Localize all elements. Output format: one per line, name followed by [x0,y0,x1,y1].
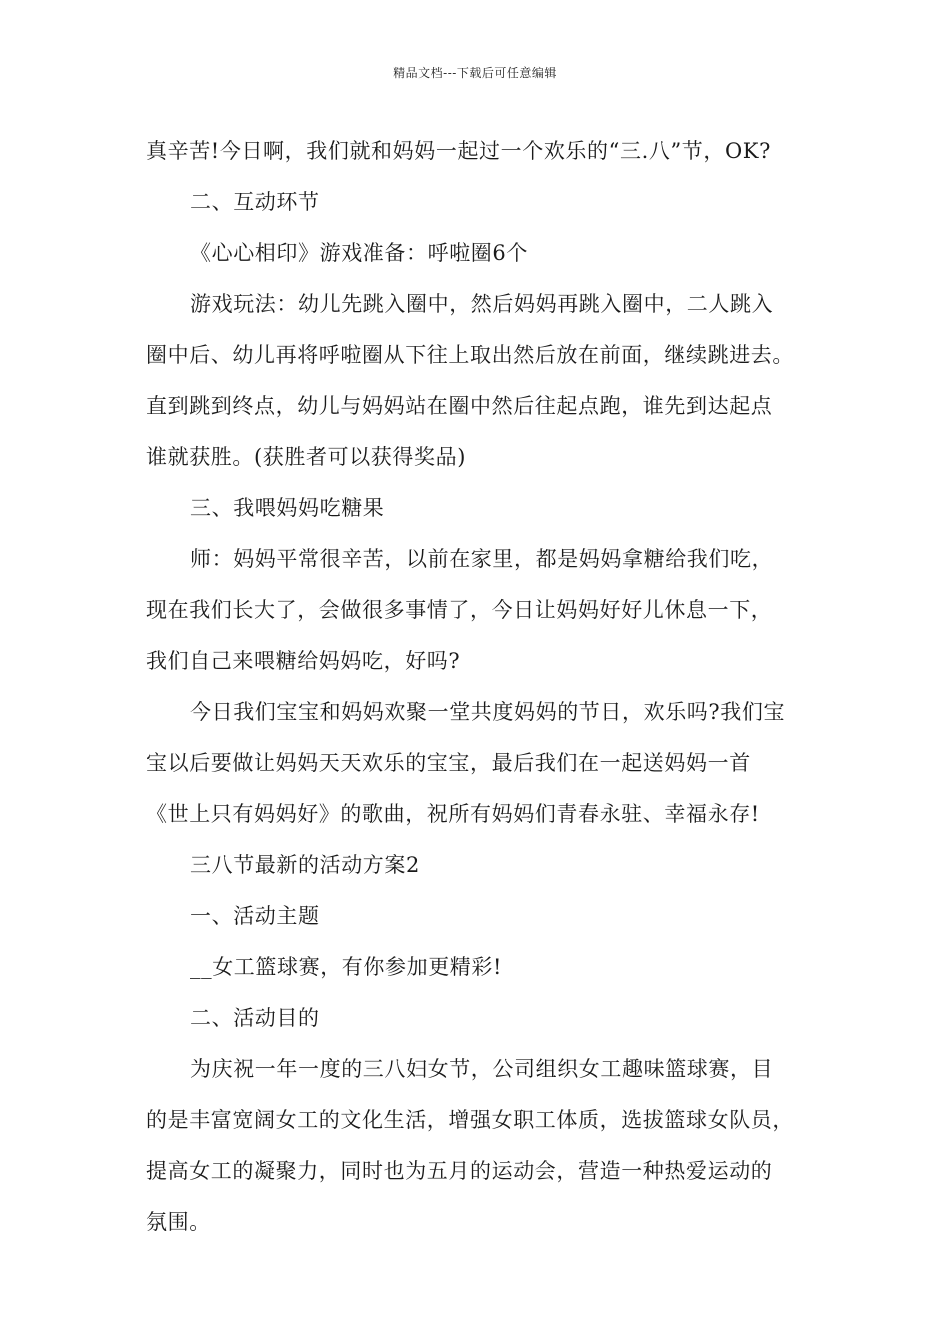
text-line: 二、互动环节 [190,190,320,214]
text-line: 今日我们宝宝和妈妈欢聚一堂共度妈妈的节日，欢乐吗?我们宝 [190,700,786,724]
text-line: 为庆祝一年一度的三八妇女节，公司组织女工趣味篮球赛，目 [190,1057,774,1081]
text-line: 氛围。 [146,1210,211,1234]
text-line: 提高女工的凝聚力，同时也为五月的运动会，营造一种热爱运动的 [146,1159,773,1183]
text-line: 一、活动主题 [190,904,320,928]
text-line: 二、活动目的 [190,1006,320,1030]
text-line: 师：妈妈平常很辛苦，以前在家里，都是妈妈拿糖给我们吃， [190,547,774,571]
text-line: 三、我喂妈妈吃糖果 [190,496,385,520]
text-line: 谁就获胜。(获胜者可以获得奖品) [146,445,466,469]
document-body [146,130,836,1252]
text-line: 真辛苦!今日啊，我们就和妈妈一起过一个欢乐的“三.八”节，OK? [146,139,771,163]
page-header: 精品文档---下载后可任意编辑 [393,66,557,80]
text-line: 《心心相印》游戏准备：呼啦圈6个 [190,241,528,265]
text-line: 宝以后要做让妈妈天天欢乐的宝宝，最后我们在一起送妈妈一首 [146,751,751,775]
text-line: 《世上只有妈妈好》的歌曲，祝所有妈妈们青春永驻、幸福永存! [146,802,760,826]
text-line: 我们自己来喂糖给妈妈吃，好吗? [146,649,461,673]
text-line: 现在我们长大了，会做很多事情了，今日让妈妈好好儿休息一下， [146,598,773,622]
text-line: 圈中后、幼儿再将呼啦圈从下往上取出然后放在前面，继续跳进去。 [146,343,794,367]
text-line: 直到跳到终点，幼儿与妈妈站在圈中然后往起点跑，谁先到达起点 [146,394,773,418]
text-line: 游戏玩法：幼儿先跳入圈中，然后妈妈再跳入圈中，二人跳入 [190,292,774,316]
text-line: 的是丰富宽阔女工的文化生活，增强女职工体质，选拔篮球女队员， [146,1108,794,1132]
text-line: __女工篮球赛，有你参加更精彩! [190,955,503,979]
text-line: 三八节最新的活动方案2 [190,853,420,877]
